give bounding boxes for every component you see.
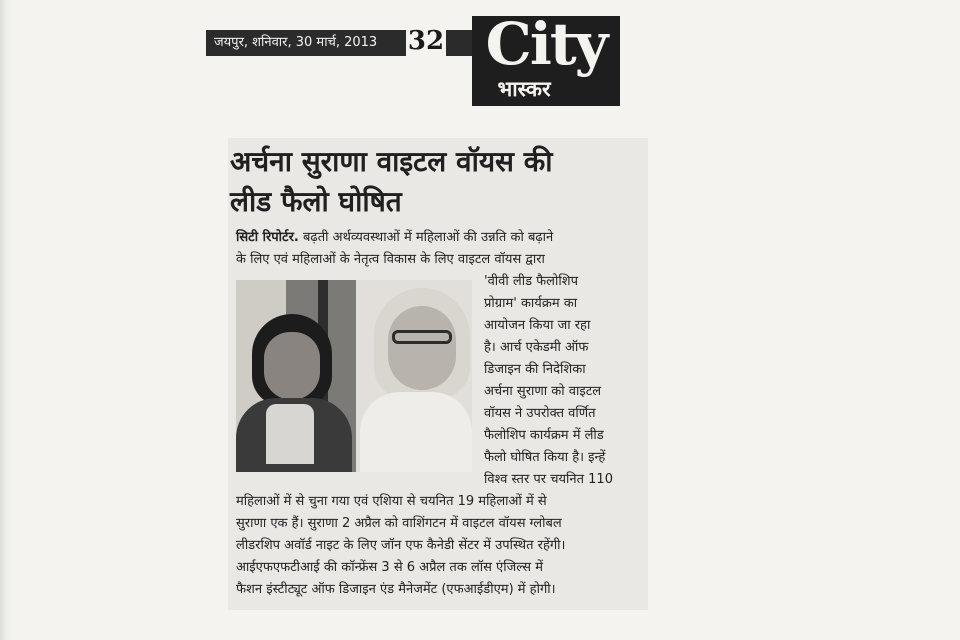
body-line-12: विश्व स्तर पर चयनित 110 xyxy=(484,472,613,487)
body-line-8: अर्चना सुराणा को वाइटल xyxy=(484,384,602,399)
byline: सिटी रिपोर्टर. xyxy=(236,230,299,245)
person-right-face xyxy=(388,306,456,390)
logo-bhaskar-text: भास्कर xyxy=(497,77,551,101)
person-left-collar xyxy=(266,404,314,464)
body-line-15: लीडरशिप अवॉर्ड नाइट के लिए जॉन एफ कैनेडी सेंटर में उपस्थित रहेंगी। xyxy=(236,538,566,553)
headline-line-2: लीड फैलो घोषित xyxy=(230,185,402,218)
body-line-7: डिजाइन की निदेशिका xyxy=(484,362,586,377)
logo-city-text: City xyxy=(485,16,607,78)
body-line-14: सुराणा एक हैं। सुराणा 2 अप्रैल को वाशिंगटन में वाइटल वॉयस ग्लोबल xyxy=(236,516,562,531)
body-line-11: फैलो घोषित किया है। इन्हें xyxy=(484,450,606,465)
body-line-13: महिलाओं में से चुना गया एवं एशिया से चयनित 19 महिलाओं में से xyxy=(236,494,547,509)
page-number: 32 xyxy=(407,26,445,56)
body-line-10: फैलोशिप कार्यक्रम में लीड xyxy=(484,428,604,443)
body-line-16: आईएफएफटीआई की कॉन्फ्रेंस 3 से 6 अप्रैल तक लॉस एंजिल्स में xyxy=(236,560,543,575)
body-text: बढ़ती अर्थव्यवस्थाओं में महिलाओं की उन्नति को बढ़ाने xyxy=(302,230,554,245)
body-line-1 xyxy=(236,228,553,248)
person-right-glasses xyxy=(392,330,452,344)
scan-edge xyxy=(0,0,14,640)
article-photo xyxy=(236,280,472,472)
body-line-3: 'वीवी लीड फैलोशिप xyxy=(484,274,578,289)
body-line-6: है। आर्च एकेडमी ऑफ xyxy=(484,340,589,355)
masthead-rule xyxy=(446,30,472,56)
person-left-face xyxy=(264,332,320,400)
body-line-2: के लिए एवं महिलाओं के नेतृत्व विकास के लिए वाइटल वॉयस द्वारा xyxy=(236,252,545,267)
city-bhaskar-logo xyxy=(472,16,620,106)
body-line-17: फैशन इंस्टीट्यूट ऑफ डिजाइन एंड मैनेजमेंट (एफआईडीएम) में होगी। xyxy=(236,582,556,597)
body-line-9: वॉयस ने उपरोक्त वर्णित xyxy=(484,406,596,421)
masthead xyxy=(206,16,626,112)
body-line-5: आयोजन किया जा रहा xyxy=(484,318,591,333)
dateline: जयपुर, शनिवार, 30 मार्च, 2013 xyxy=(206,30,406,56)
headline-line-1: अर्चना सुराणा वाइटल वॉयस की xyxy=(230,145,553,178)
body-line-4: प्रोग्राम' कार्यक्रम का xyxy=(484,296,578,311)
person-right-body xyxy=(360,392,472,472)
headline xyxy=(230,142,650,222)
